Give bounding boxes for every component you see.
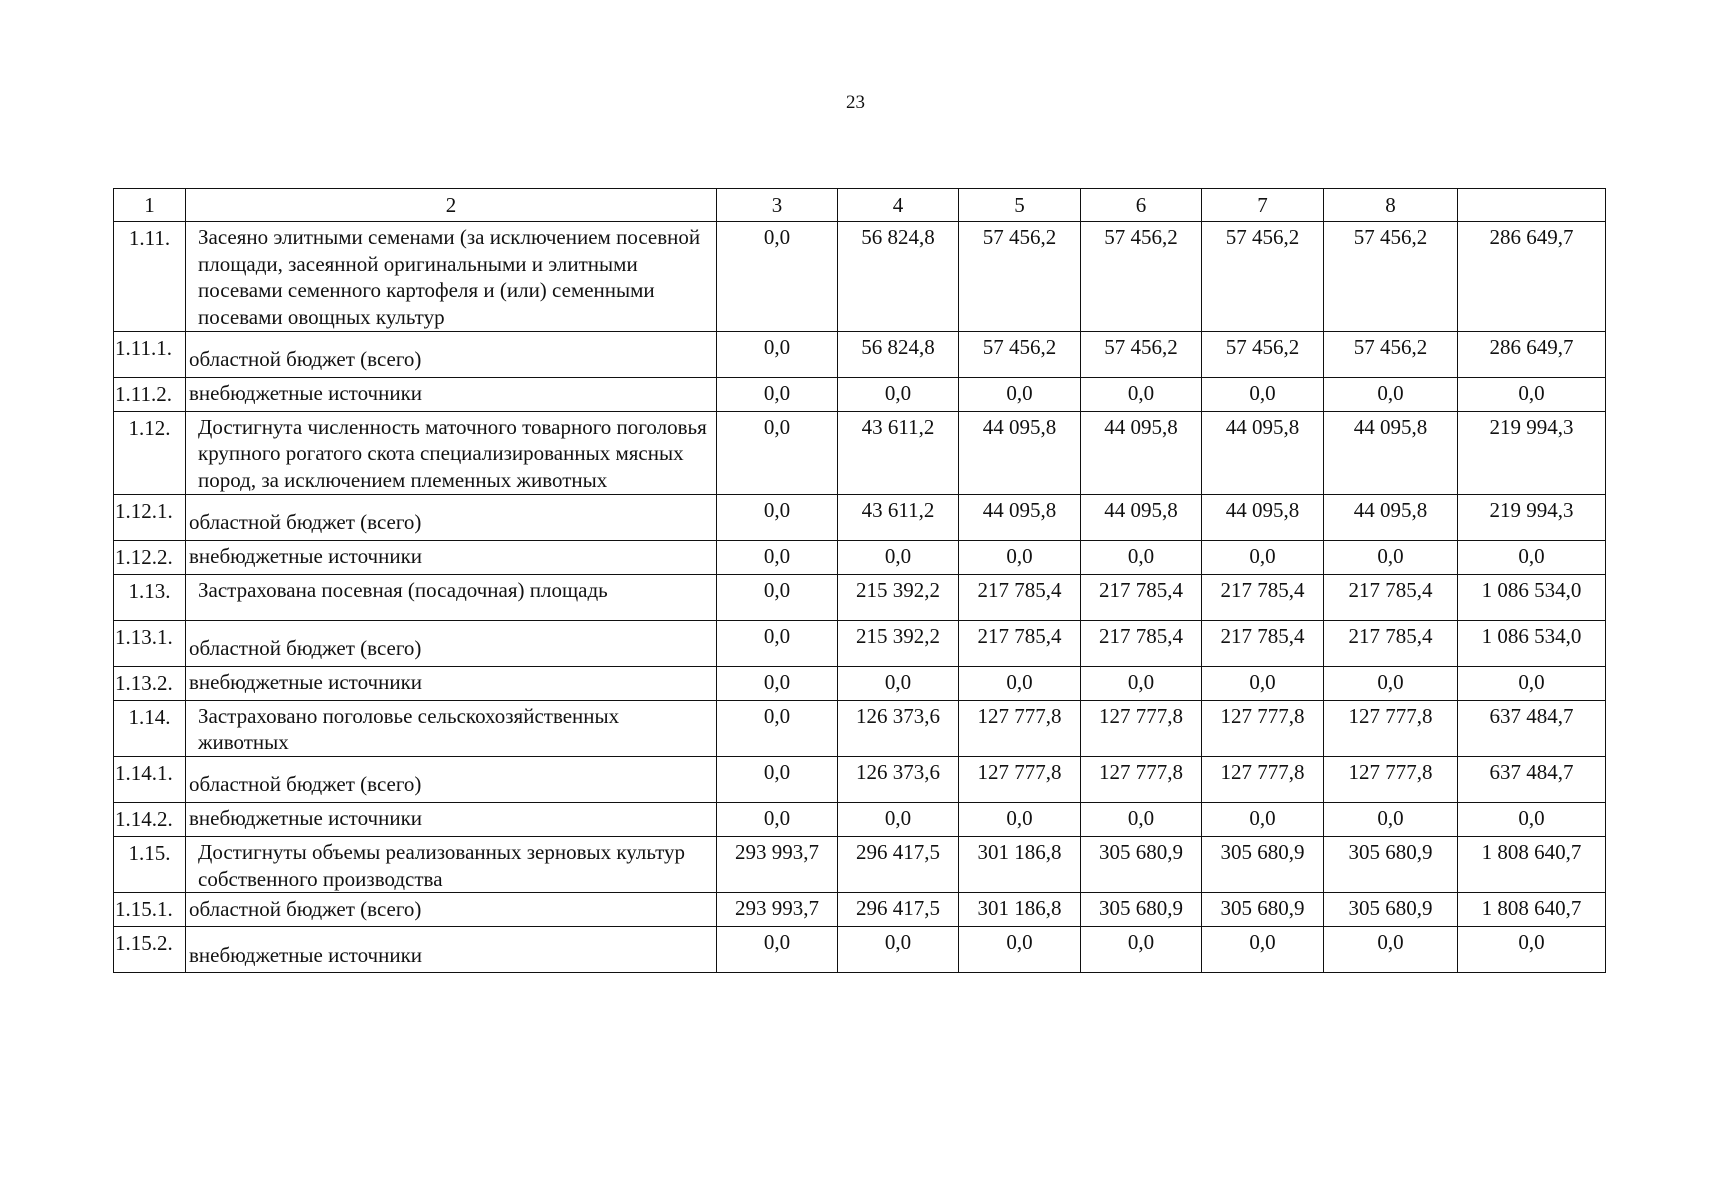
value-cell: 0,0	[717, 756, 838, 802]
value-cell: 637 484,7	[1458, 756, 1606, 802]
value-cell: 127 777,8	[1202, 756, 1324, 802]
row-number: 1.14.	[114, 700, 186, 756]
row-number: 1.15.1.	[114, 893, 186, 927]
value-cell: 217 785,4	[1081, 574, 1202, 620]
header-row	[114, 189, 1606, 222]
value-cell: 0,0	[838, 666, 959, 700]
value-cell: 0,0	[1081, 802, 1202, 836]
value-cell: 127 777,8	[959, 700, 1081, 756]
value-cell: 219 994,3	[1458, 411, 1606, 494]
value-cell: 217 785,4	[1324, 574, 1458, 620]
header-cell: 5	[959, 189, 1081, 222]
value-cell: 44 095,8	[1081, 411, 1202, 494]
value-cell: 215 392,2	[838, 620, 959, 666]
row-name: областной бюджет (всего)	[186, 756, 717, 802]
value-cell: 296 417,5	[838, 893, 959, 927]
row-name: Достигнуты объемы реализованных зерновых культур собственного производства	[186, 836, 717, 892]
row-name: внебюджетные источники	[186, 927, 717, 973]
value-cell: 57 456,2	[1081, 222, 1202, 332]
value-cell: 0,0	[959, 802, 1081, 836]
value-cell: 57 456,2	[1202, 222, 1324, 332]
table-row	[114, 836, 1606, 892]
value-cell: 44 095,8	[1324, 494, 1458, 540]
value-cell: 57 456,2	[959, 222, 1081, 332]
value-cell: 217 785,4	[1324, 620, 1458, 666]
row-name: Засеяно элитными семенами (за исключением посевной площади, засеянной оригинальными и элитными посевами семенного картофеля и (или) семенными посевами овощных культур	[186, 222, 717, 332]
value-cell: 0,0	[1324, 377, 1458, 411]
value-cell: 217 785,4	[1202, 574, 1324, 620]
value-cell: 0,0	[717, 666, 838, 700]
data-table	[113, 188, 1606, 973]
value-cell: 0,0	[838, 540, 959, 574]
value-cell: 0,0	[959, 377, 1081, 411]
value-cell: 0,0	[1202, 377, 1324, 411]
value-cell: 56 824,8	[838, 222, 959, 332]
value-cell: 126 373,6	[838, 756, 959, 802]
value-cell: 0,0	[1458, 377, 1606, 411]
table-row	[114, 927, 1606, 973]
header-cell: 6	[1081, 189, 1202, 222]
value-cell: 305 680,9	[1202, 836, 1324, 892]
value-cell: 0,0	[717, 377, 838, 411]
value-cell: 0,0	[1081, 666, 1202, 700]
value-cell: 44 095,8	[959, 411, 1081, 494]
value-cell: 127 777,8	[1081, 756, 1202, 802]
value-cell: 44 095,8	[1202, 411, 1324, 494]
value-cell: 293 993,7	[717, 836, 838, 892]
value-cell: 296 417,5	[838, 836, 959, 892]
row-name: внебюджетные источники	[186, 802, 717, 836]
row-name: областной бюджет (всего)	[186, 893, 717, 927]
value-cell: 301 186,8	[959, 893, 1081, 927]
value-cell: 0,0	[838, 927, 959, 973]
table-row	[114, 666, 1606, 700]
value-cell: 215 392,2	[838, 574, 959, 620]
value-cell: 305 680,9	[1081, 836, 1202, 892]
value-cell: 1 086 534,0	[1458, 620, 1606, 666]
header-cell: 8	[1324, 189, 1458, 222]
value-cell: 0,0	[1324, 540, 1458, 574]
value-cell: 0,0	[1081, 540, 1202, 574]
value-cell: 0,0	[717, 802, 838, 836]
value-cell: 0,0	[959, 540, 1081, 574]
header-cell: 2	[186, 189, 717, 222]
row-number: 1.12.	[114, 411, 186, 494]
row-name: областной бюджет (всего)	[186, 331, 717, 377]
header-cell	[1458, 189, 1606, 222]
row-number: 1.12.1.	[114, 494, 186, 540]
value-cell: 44 095,8	[959, 494, 1081, 540]
value-cell: 57 456,2	[1081, 331, 1202, 377]
value-cell: 637 484,7	[1458, 700, 1606, 756]
value-cell: 43 611,2	[838, 494, 959, 540]
value-cell: 0,0	[1202, 927, 1324, 973]
value-cell: 127 777,8	[1081, 700, 1202, 756]
value-cell: 126 373,6	[838, 700, 959, 756]
value-cell: 305 680,9	[1081, 893, 1202, 927]
row-number: 1.12.2.	[114, 540, 186, 574]
row-name: внебюджетные источники	[186, 540, 717, 574]
value-cell: 127 777,8	[1324, 756, 1458, 802]
value-cell: 0,0	[1324, 927, 1458, 973]
table-row	[114, 756, 1606, 802]
value-cell: 0,0	[1324, 666, 1458, 700]
value-cell: 44 095,8	[1324, 411, 1458, 494]
value-cell: 0,0	[717, 331, 838, 377]
row-name: областной бюджет (всего)	[186, 494, 717, 540]
value-cell: 0,0	[1202, 666, 1324, 700]
value-cell: 219 994,3	[1458, 494, 1606, 540]
value-cell: 0,0	[1081, 377, 1202, 411]
value-cell: 0,0	[717, 700, 838, 756]
row-number: 1.15.2.	[114, 927, 186, 973]
value-cell: 127 777,8	[959, 756, 1081, 802]
table-row	[114, 620, 1606, 666]
value-cell: 217 785,4	[959, 620, 1081, 666]
value-cell: 57 456,2	[1324, 331, 1458, 377]
value-cell: 0,0	[1202, 802, 1324, 836]
value-cell: 1 808 640,7	[1458, 836, 1606, 892]
value-cell: 0,0	[1081, 927, 1202, 973]
value-cell: 0,0	[717, 620, 838, 666]
row-number: 1.13.1.	[114, 620, 186, 666]
value-cell: 0,0	[717, 222, 838, 332]
table-row	[114, 540, 1606, 574]
row-number: 1.11.	[114, 222, 186, 332]
value-cell: 0,0	[1458, 927, 1606, 973]
header-cell: 7	[1202, 189, 1324, 222]
row-number: 1.14.2.	[114, 802, 186, 836]
row-name: областной бюджет (всего)	[186, 620, 717, 666]
row-name: Застраховано поголовье сельскохозяйственных животных	[186, 700, 717, 756]
row-number: 1.13.2.	[114, 666, 186, 700]
value-cell: 305 680,9	[1202, 893, 1324, 927]
value-cell: 0,0	[717, 927, 838, 973]
row-number: 1.11.2.	[114, 377, 186, 411]
value-cell: 127 777,8	[1202, 700, 1324, 756]
value-cell: 0,0	[717, 540, 838, 574]
row-name: Застрахована посевная (посадочная) площадь	[186, 574, 717, 620]
value-cell: 0,0	[717, 494, 838, 540]
value-cell: 1 808 640,7	[1458, 893, 1606, 927]
header-cell: 3	[717, 189, 838, 222]
value-cell: 0,0	[1202, 540, 1324, 574]
value-cell: 57 456,2	[959, 331, 1081, 377]
value-cell: 286 649,7	[1458, 331, 1606, 377]
value-cell: 56 824,8	[838, 331, 959, 377]
value-cell: 1 086 534,0	[1458, 574, 1606, 620]
value-cell: 127 777,8	[1324, 700, 1458, 756]
row-number: 1.15.	[114, 836, 186, 892]
table-row	[114, 222, 1606, 332]
value-cell: 217 785,4	[959, 574, 1081, 620]
value-cell: 305 680,9	[1324, 836, 1458, 892]
value-cell: 0,0	[1324, 802, 1458, 836]
table-row	[114, 377, 1606, 411]
value-cell: 44 095,8	[1081, 494, 1202, 540]
row-name: внебюджетные источники	[186, 666, 717, 700]
page-number: 23	[846, 92, 865, 113]
header-cell: 1	[114, 189, 186, 222]
value-cell: 0,0	[717, 574, 838, 620]
table-row	[114, 700, 1606, 756]
table-row	[114, 411, 1606, 494]
table-row	[114, 893, 1606, 927]
value-cell: 0,0	[838, 377, 959, 411]
row-name: внебюджетные источники	[186, 377, 717, 411]
table-row	[114, 574, 1606, 620]
row-number: 1.14.1.	[114, 756, 186, 802]
table-row	[114, 802, 1606, 836]
value-cell: 57 456,2	[1202, 331, 1324, 377]
value-cell: 0,0	[1458, 540, 1606, 574]
value-cell: 57 456,2	[1324, 222, 1458, 332]
value-cell: 0,0	[1458, 666, 1606, 700]
value-cell: 217 785,4	[1202, 620, 1324, 666]
row-number: 1.11.1.	[114, 331, 186, 377]
value-cell: 0,0	[1458, 802, 1606, 836]
value-cell: 0,0	[959, 666, 1081, 700]
row-name: Достигнута численность маточного товарного поголовья крупного рогатого скота специализированных мясных пород, за исключением племенных животных	[186, 411, 717, 494]
value-cell: 301 186,8	[959, 836, 1081, 892]
table-row	[114, 331, 1606, 377]
row-number: 1.13.	[114, 574, 186, 620]
value-cell: 44 095,8	[1202, 494, 1324, 540]
value-cell: 0,0	[717, 411, 838, 494]
table-row	[114, 494, 1606, 540]
value-cell: 217 785,4	[1081, 620, 1202, 666]
value-cell: 0,0	[838, 802, 959, 836]
value-cell: 286 649,7	[1458, 222, 1606, 332]
header-cell: 4	[838, 189, 959, 222]
value-cell: 43 611,2	[838, 411, 959, 494]
value-cell: 293 993,7	[717, 893, 838, 927]
value-cell: 305 680,9	[1324, 893, 1458, 927]
value-cell: 0,0	[959, 927, 1081, 973]
